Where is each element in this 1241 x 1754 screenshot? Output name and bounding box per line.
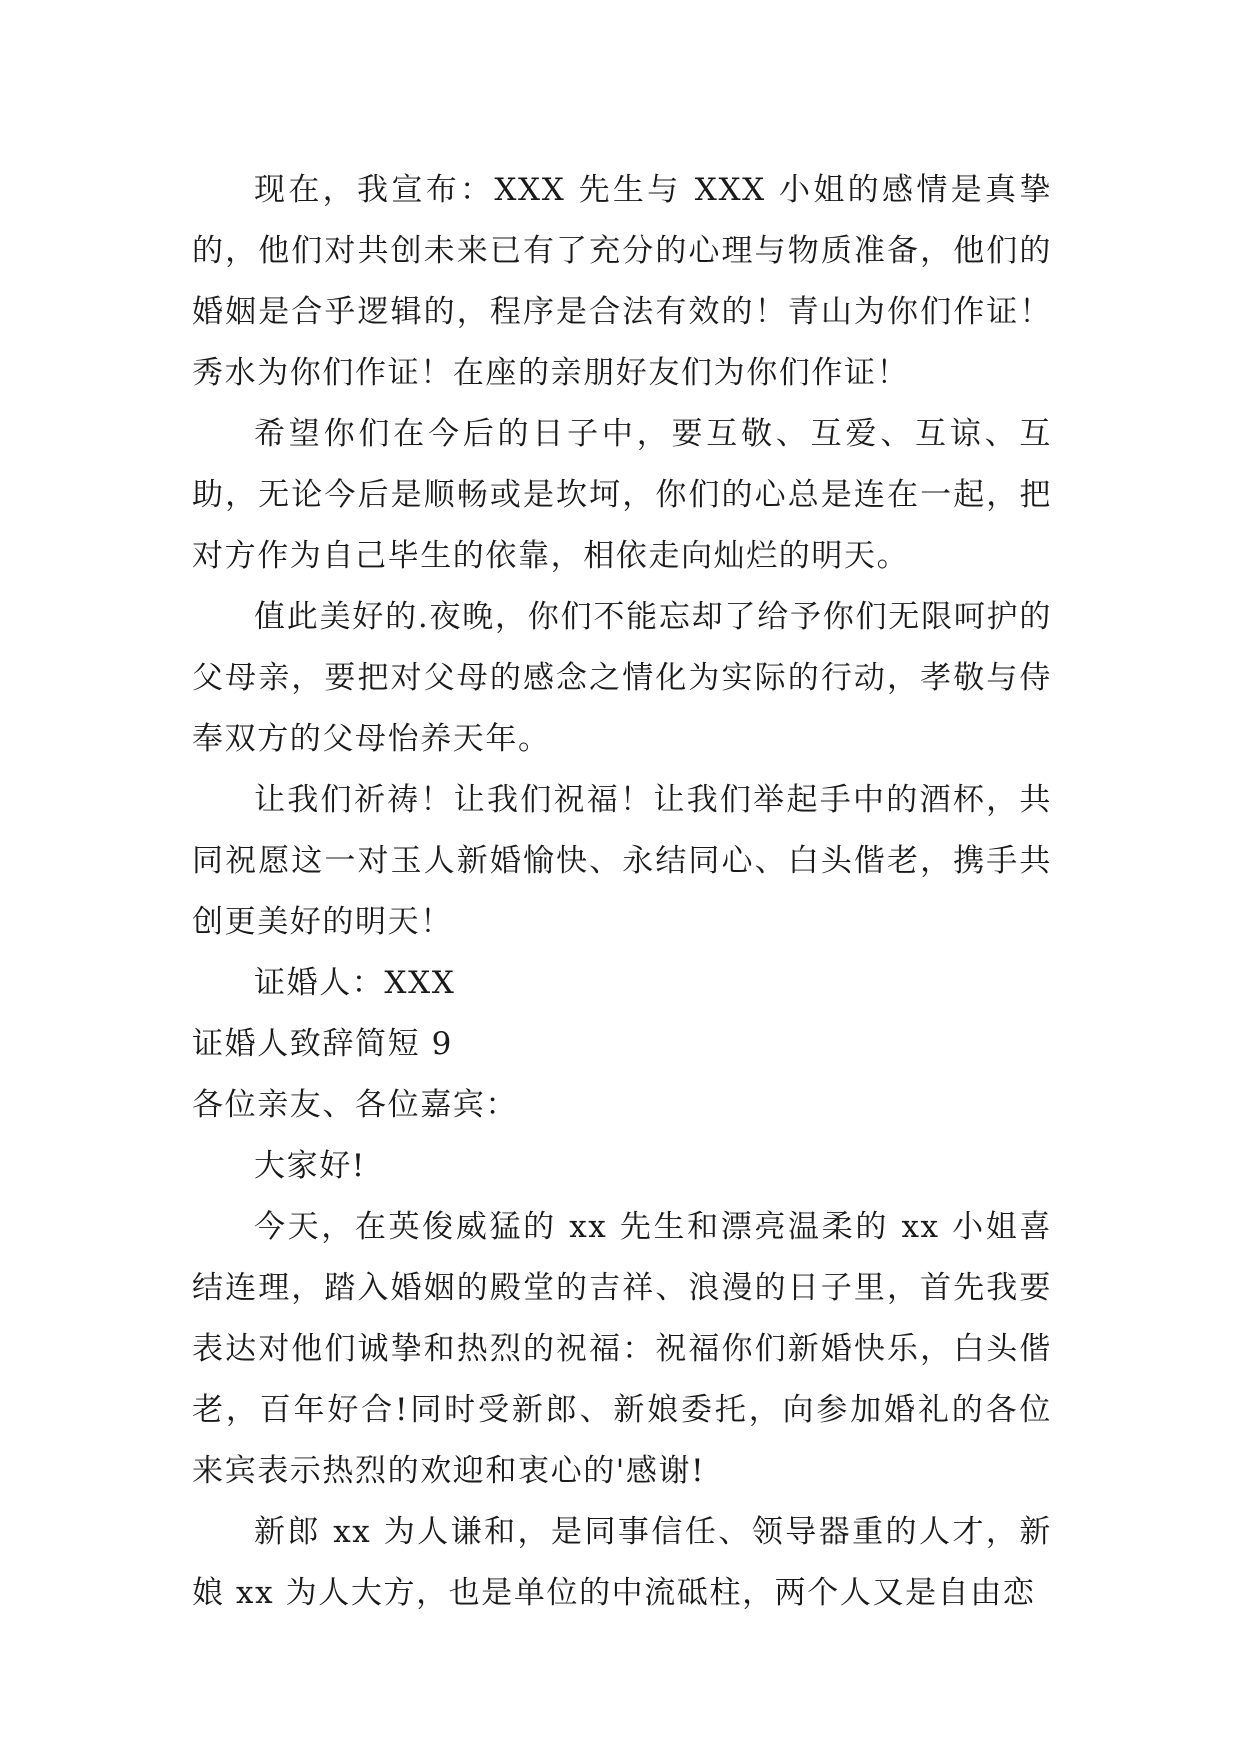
document-body	[192, 160, 1052, 1624]
greeting-line: 大家好!	[254, 1148, 366, 1184]
paragraph-toast: 让我们祈祷！让我们祝福！让我们举起手中的酒杯，共同祝愿这一对玉人新婚愉快、永结同心、白头偕老，携手共创更美好的明天！	[192, 782, 1052, 940]
paragraph-parents: 值此美好的.夜晚，你们不能忘却了给予你们无限呵护的父母亲，要把对父母的感念之情化为实际的行动，孝敬与侍奉双方的父母怡养天年。	[192, 599, 1052, 757]
section-heading: 证婚人致辞简短 9	[192, 1026, 453, 1062]
salutation-line: 各位亲友、各位嘉宾：	[192, 1087, 518, 1123]
paragraph-declaration: 现在，我宣布：XXX 先生与 XXX 小姐的感情是真挚的，他们对共创未来已有了充分的心理与物质准备，他们的婚姻是合乎逻辑的，程序是合法有效的！青山为你们作证！秀水为你们作证！在座的亲朋好友们为你们作证！	[192, 172, 1052, 391]
signature-line: 证婚人：XXX	[254, 965, 456, 1001]
paragraph-couple-intro: 新郎 xx 为人谦和，是同事信任、领导器重的人才，新娘 xx 为人大方，也是单位的中流砥柱，两个人又是自由恋	[192, 1514, 1052, 1611]
paragraph-congratulation: 今天，在英俊威猛的 xx 先生和漂亮温柔的 xx 小姐喜结连理，踏入婚姻的殿堂的吉祥、浪漫的日子里，首先我要表达对他们诚挚和热烈的祝福：祝福你们新婚快乐，白头偕老，百年好合!同时受新郎、新娘委托，向参加婚礼的各位来宾表示热烈的欢迎和衷心的'感谢!	[192, 1209, 1052, 1489]
paragraph-wishes: 希望你们在今后的日子中，要互敬、互爱、互谅、互助，无论今后是顺畅或是坎坷，你们的心总是连在一起，把对方作为自己毕生的依靠，相依走向灿烂的明天。	[192, 416, 1052, 574]
